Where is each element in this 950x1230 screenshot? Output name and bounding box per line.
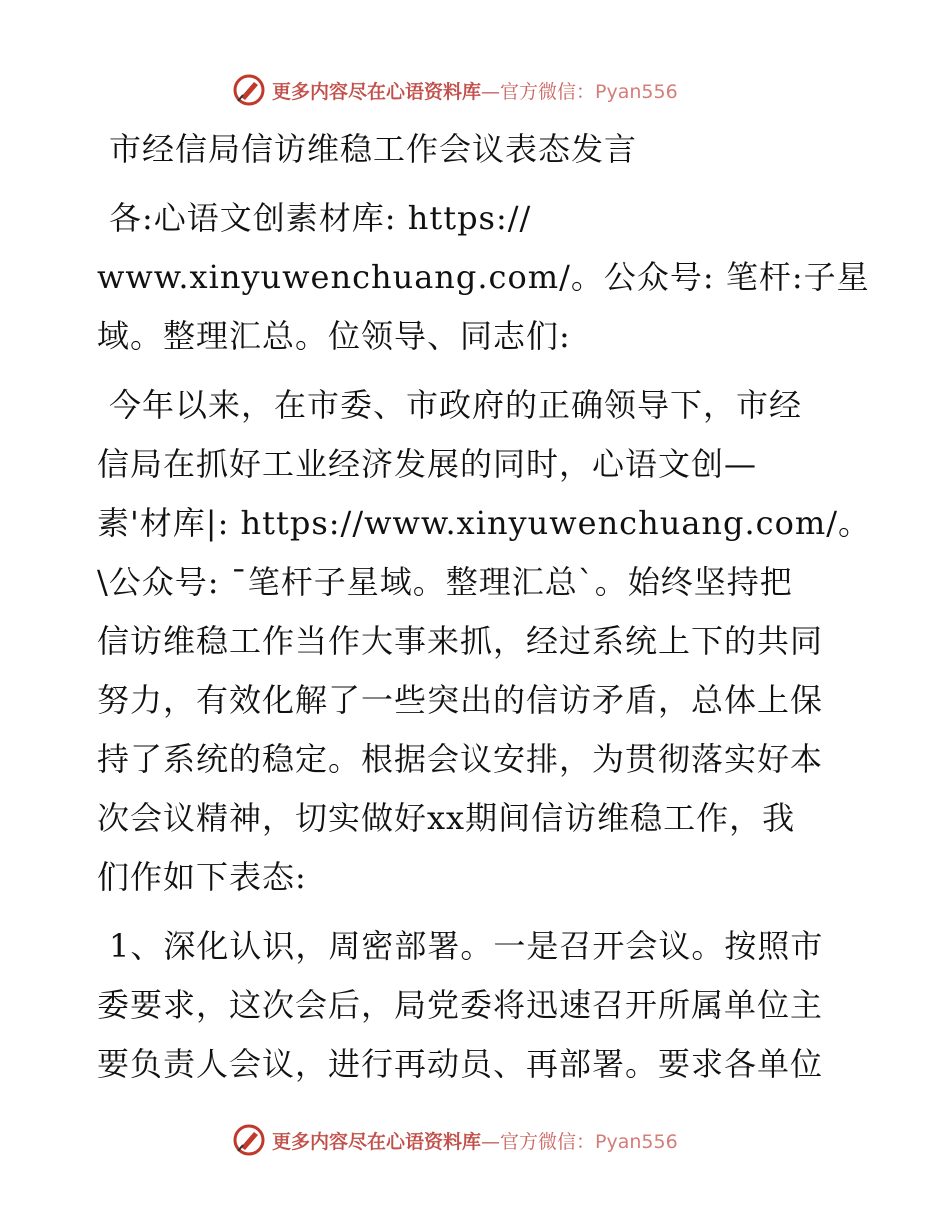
text-line: 素'材库|: https://www.xinyuwenchuang.com/。 <box>97 504 871 542</box>
text-line: 各:心语文创素材库: https:// <box>109 199 532 237</box>
banner-text <box>272 1127 678 1154</box>
text-line: 今年以来，在市委、市政府的正确领导下，市经 <box>109 386 803 424</box>
banner-wechat-id: Pyan556 <box>595 80 678 103</box>
banner-tail: 官方微信： <box>500 1130 596 1153</box>
text-line: 们作如下表态: <box>97 858 307 896</box>
text-line: 持了系统的稳定。根据会议安排，为贯彻落实好本 <box>97 740 824 778</box>
banner-text <box>272 77 678 104</box>
text-line: 要负责人会议，进行再动员、再部署。要求各单位 <box>97 1045 824 1083</box>
banner-lead: 更多内容尽在心语资料库 <box>272 1130 482 1153</box>
banner-dash: — <box>481 1130 501 1153</box>
title-line: 市经信局信访维稳工作会议表态发言 <box>109 130 638 168</box>
text-line: www.xinyuwenchuang.com/。公众号: 笔杆:子星 <box>97 258 870 296</box>
text-line: 1、深化认识，周密部署。一是召开会议。按照市 <box>109 927 824 965</box>
quill-pen-logo-icon <box>232 1123 266 1157</box>
quill-pen-logo-icon <box>232 73 266 107</box>
text-line: 委要求，这次会后，局党委将迅速召开所属单位主 <box>97 986 824 1024</box>
text-line: 信访维稳工作当作大事来抓，经过系统上下的共同 <box>97 622 824 660</box>
paragraph-2 <box>97 917 857 1094</box>
text-line: 信局在抓好工业经济发展的同时，心语文创— <box>97 445 758 483</box>
banner-wechat-id: Pyan556 <box>595 1130 678 1153</box>
document-title <box>97 120 857 179</box>
footer-banner <box>232 1123 752 1157</box>
banner-dash: — <box>481 80 501 103</box>
header-banner <box>232 73 752 107</box>
salutation-paragraph <box>97 189 870 366</box>
text-line: 努力，有效化解了一些突出的信访矛盾，总体上保 <box>97 681 824 719</box>
paragraph-1 <box>97 376 871 907</box>
banner-tail: 官方微信： <box>500 80 596 103</box>
text-line: 域。整理汇总。位领导、同志们: <box>97 317 571 355</box>
document-body <box>97 120 871 1094</box>
banner-lead: 更多内容尽在心语资料库 <box>272 80 482 103</box>
text-line: 次会议精神，切实做好xx期间信访维稳工作，我 <box>97 799 796 837</box>
text-line: \公众号: ¯笔杆子星域。整理汇总`。始终坚持把 <box>97 563 793 601</box>
